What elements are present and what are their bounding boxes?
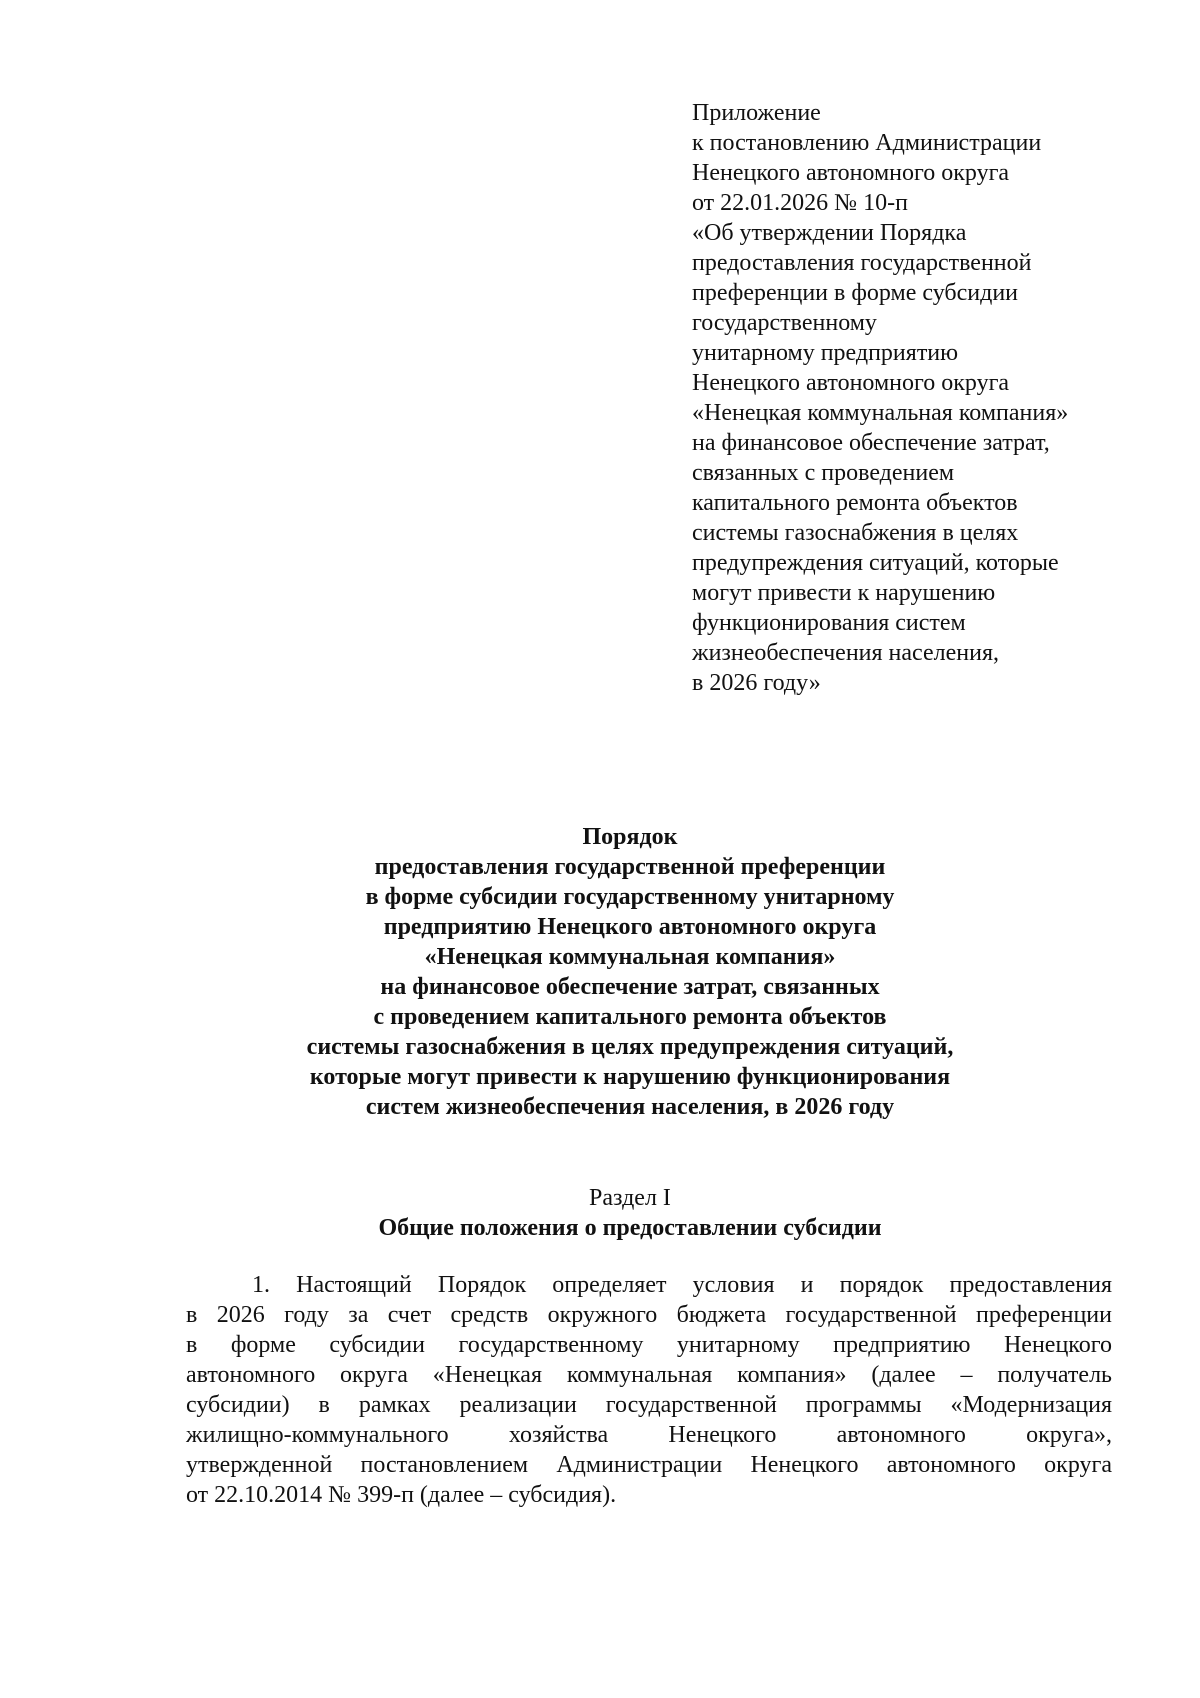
appendix-line: «Об утверждении Порядка xyxy=(692,220,967,246)
paragraph-line: 1. Настоящий Порядок определяет условия и порядок предоставления xyxy=(252,1272,1112,1298)
paragraph-line: автономного округа «Ненецкая коммунальная компания» (далее – получатель xyxy=(186,1362,1112,1388)
title-line: Порядок xyxy=(582,824,678,850)
paragraph-1 xyxy=(186,1270,1112,1510)
appendix-line: функционирования систем xyxy=(692,610,966,636)
paragraph-line: в 2026 году за счет средств окружного бюджета государственной преференции xyxy=(186,1302,1112,1328)
paragraph-line: утвержденной постановлением Администрации Ненецкого автономного округа xyxy=(186,1452,1112,1478)
appendix-line: капитального ремонта объектов xyxy=(692,490,1018,516)
appendix-line: на финансовое обеспечение затрат, xyxy=(692,430,1050,456)
document-title xyxy=(200,822,1060,1122)
appendix-line: преференции в форме субсидии xyxy=(692,280,1019,306)
title-line: систем жизнеобеспечения населения, в 2026 году xyxy=(365,1094,895,1120)
appendix-line: Приложение xyxy=(692,100,821,126)
title-line: с проведением капитального ремонта объектов xyxy=(373,1004,887,1030)
title-line: которые могут привести к нарушению функционирования xyxy=(309,1064,951,1090)
section-heading xyxy=(200,1183,1060,1243)
section-name: Общие положения о предоставлении субсидии xyxy=(378,1215,882,1241)
appendix-line: к постановлению Администрации xyxy=(692,130,1042,156)
appendix-line: унитарному предприятию xyxy=(692,340,959,366)
paragraph-line: жилищно-коммунального хозяйства Ненецкого автономного округа», xyxy=(186,1422,1112,1448)
section-number: Раздел I xyxy=(589,1185,671,1211)
appendix-line: могут привести к нарушению xyxy=(692,580,996,606)
appendix-line: предоставления государственной xyxy=(692,250,1032,276)
appendix-line: предупреждения ситуаций, которые xyxy=(692,550,1059,576)
appendix-line: в 2026 году» xyxy=(692,670,821,696)
appendix-line: Ненецкого автономного округа xyxy=(692,370,1010,396)
paragraph-line: субсидии) в рамках реализации государственной программы «Модернизация xyxy=(186,1392,1112,1418)
appendix-line: Ненецкого автономного округа xyxy=(692,160,1010,186)
title-line: системы газоснабжения в целях предупреждения ситуаций, xyxy=(306,1034,954,1060)
appendix-line: связанных с проведением xyxy=(692,460,955,486)
paragraph-line: от 22.10.2014 № 399-п (далее – субсидия). xyxy=(186,1482,617,1508)
appendix-line: системы газоснабжения в целях xyxy=(692,520,1019,546)
title-line: предоставления государственной преференции xyxy=(374,854,886,880)
appendix-header xyxy=(692,98,1162,698)
title-line: на финансовое обеспечение затрат, связанных xyxy=(380,974,880,1000)
appendix-line: жизнеобеспечения населения, xyxy=(692,640,999,666)
appendix-line: «Ненецкая коммунальная компания» xyxy=(692,400,1069,426)
appendix-line: от 22.01.2026 № 10-п xyxy=(692,190,908,216)
title-line: в форме субсидии государственному унитарному xyxy=(365,884,895,910)
title-line: «Ненецкая коммунальная компания» xyxy=(424,944,836,970)
title-line: предприятию Ненецкого автономного округа xyxy=(383,914,877,940)
appendix-line: государственному xyxy=(692,310,877,336)
paragraph-line: в форме субсидии государственному унитарному предприятию Ненецкого xyxy=(186,1332,1112,1358)
